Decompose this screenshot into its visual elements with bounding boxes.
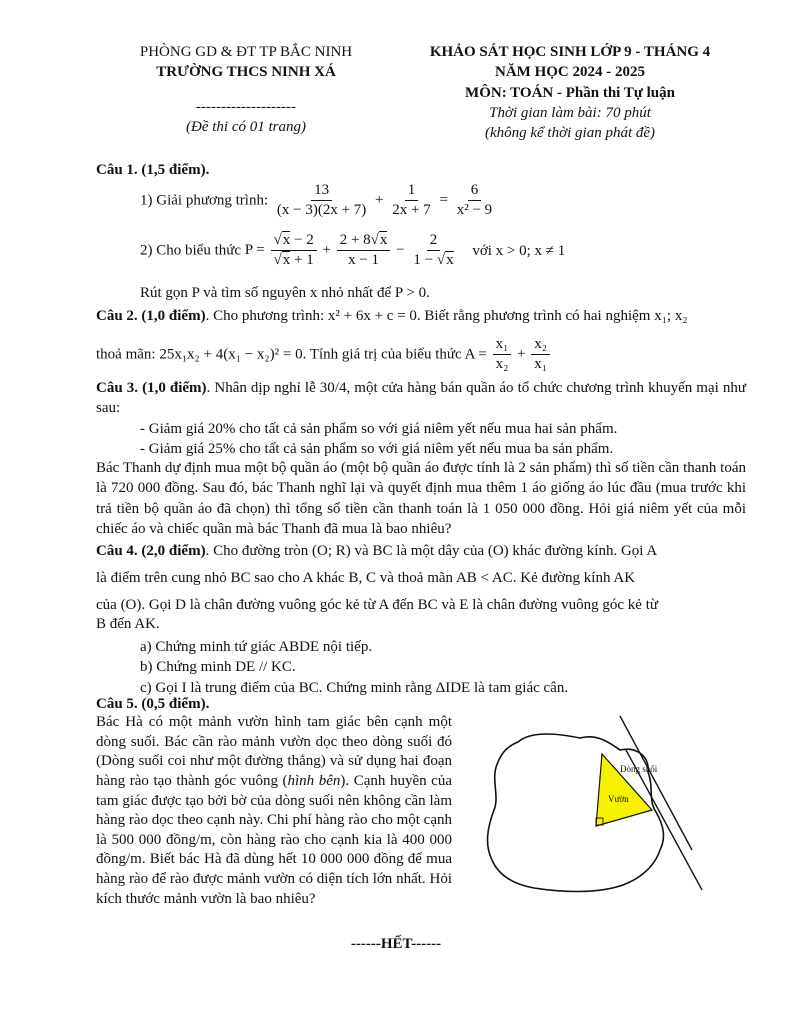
q1-part2 (140, 232, 565, 270)
duration: Thời gian làm bài: 70 phút (489, 104, 651, 121)
q3-bullet1: - Giảm giá 20% cho tất cả sản phẩm so với giá niêm yết nếu mua hai sản phẩm. (140, 421, 618, 437)
school-year: NĂM HỌC 2024 - 2025 (495, 64, 645, 81)
q5-title: Câu 5. (0,5 điểm). (96, 696, 210, 712)
q4-part-a: a) Chứng minh tứ giác ABDE nội tiếp. (140, 639, 373, 655)
q2-text1: . Cho phương trình: x² + 6x + c = 0. Biết rằng phương trình có hai nghiệm x₁; x₂ (205, 308, 688, 324)
q2-expression-A: $\frac{\text{x₁}}{\text{x₂}}$ + $\frac{\text{x₂}}{\text{x₁}}$ (491, 346, 552, 362)
garden-label: Vườn (608, 794, 629, 804)
q4-line3: của (O). Gọi D là chân đường vuông góc kẻ từ A đến BC và E là chân đường vuông góc kẻ từ (96, 597, 659, 613)
q1-part1 (140, 182, 497, 220)
q4-line1: . Cho đường tròn (O; R) và BC là một dây của (O) khác đường kính. Gọi A (205, 543, 658, 559)
q4-title: Câu 4. (2,0 điểm) (96, 543, 206, 559)
q5-text-part-a: Bác Hà có một mảnh vườn hình tam giác bên cạnh một dòng suối. Bác cần rào mảnh vườn dọc theo dòng suối đó (Dòng suối coi như một đường thẳng) và sử dụng hai đoạn hàng rào tạo thành góc vuông ( (96, 714, 452, 789)
q5-text-emphasis: hình bên (287, 772, 341, 789)
header-left (96, 42, 396, 137)
q1-task: Rút gọn P và tìm số nguyên x nhỏ nhất để P > 0. (140, 285, 430, 301)
q1-expression: P = $\frac{√x - 2}{√x + 1}$ + $\frac{2 + 8√x}{x - 1}$ − $\frac{2}{1 - √x}$ (244, 232, 454, 269)
q1-condition: với x > 0; x ≠ 1 (472, 242, 566, 259)
q4-line4: B đến AK. (96, 616, 160, 632)
header-right (400, 42, 740, 143)
exam-title: KHẢO SÁT HỌC SINH LỚP 9 - THÁNG 4 (429, 44, 711, 60)
stream-label: Dòng suối (620, 764, 658, 774)
q4-line2: là điểm trên cung nhỏ BC sao cho A khác B, C và thoả mãn AB < AC. Kẻ đường kính AK (96, 570, 636, 586)
department-name: PHÒNG GD & ĐT TP BẮC NINH (139, 44, 353, 60)
duration-note: (không kể thời gian phát đề) (484, 125, 656, 141)
q3-body: Bác Thanh dự định mua một bộ quần áo (một bộ quần áo được tính là 2 sản phẩm) thì số tiền cần thanh toán là 720 000 đồng. Sau đó, bác Thanh nghĩ lại và quyết định mua thêm 1 áo giống áo lúc đầu (mua trước khi trả tiền bộ quần áo đã chọn) thì tổng số tiền cần thanh toán là 1 050 000 đồng. Hỏi giá niêm yết của mỗi chiếc áo và chiếc quần mà bác Thanh đã mua là bao nhiêu? (96, 460, 746, 537)
q3-intro: . Nhân dịp nghỉ lễ 30/4, một cửa hàng bán quần áo tổ chức chương trình khuyến mại như sau: (96, 380, 747, 417)
header-dashes: -------------------- (196, 98, 296, 115)
garden-figure (470, 710, 710, 910)
q4-part-c: c) Gọi I là trung điểm của BC. Chứng minh rằng ΔIDE là tam giác cân. (140, 680, 569, 696)
question-2-line2 (96, 336, 746, 374)
stream-line-1 (620, 716, 692, 850)
q5-text-part-b: ). Cạnh huyền của tam giác được tạo bởi bờ của dòng suối nên không cần làm hàng rào dọc theo cạnh này. Chi phí hàng rào cho một cạnh là 500 000 đồng/m, còn hàng rào cho cạnh kia là 400 000 đồng/m. Biết bác Hà đã dùng hết 10 000 000 đồng để mua hàng rào để rào được mảnh vườn có diện tích lớn nhất. Hỏi kích thước mảnh vườn là bao nhiêu? (96, 772, 453, 907)
q2-text2: thoả mãn: 25x₁x₂ + 4(x₁ − x₂)² = 0. Tính giá trị của biểu thức A = (96, 346, 487, 363)
question-4-line1 (96, 541, 746, 561)
q5-text (96, 713, 452, 909)
school-name: TRƯỜNG THCS NINH XÁ (156, 64, 336, 81)
end-mark: ------HẾT------ (350, 936, 442, 952)
subject: MÔN: TOÁN - Phần thi Tự luận (465, 84, 675, 101)
q1-equation: $\frac{13}{(x - 3)(2x + 7)}$ + $\frac{1}{2x + 7}$ = $\frac{6}{\text{x² − 9}}$ (276, 182, 493, 219)
q1-part1-label: 1) Giải phương trình: (140, 192, 269, 209)
question-3-intro (96, 378, 746, 419)
q2-title: Câu 2. (1,0 điểm) (96, 308, 206, 324)
q3-bullet2: - Giảm giá 25% cho tất cả sản phẩm so với giá niêm yết nếu mua ba sản phẩm. (140, 441, 614, 457)
question-2-line1 (96, 306, 746, 326)
q1-title: Câu 1. (1,5 điểm). (96, 162, 210, 178)
q1-part2-label: 2) Cho biểu thức (140, 242, 242, 259)
pages-note: (Đề thi có 01 trang) (186, 118, 306, 135)
q3-title: Câu 3. (1,0 điểm) (96, 380, 207, 396)
q4-part-b: b) Chứng minh DE // KC. (140, 659, 296, 675)
question-1-title (96, 160, 746, 180)
